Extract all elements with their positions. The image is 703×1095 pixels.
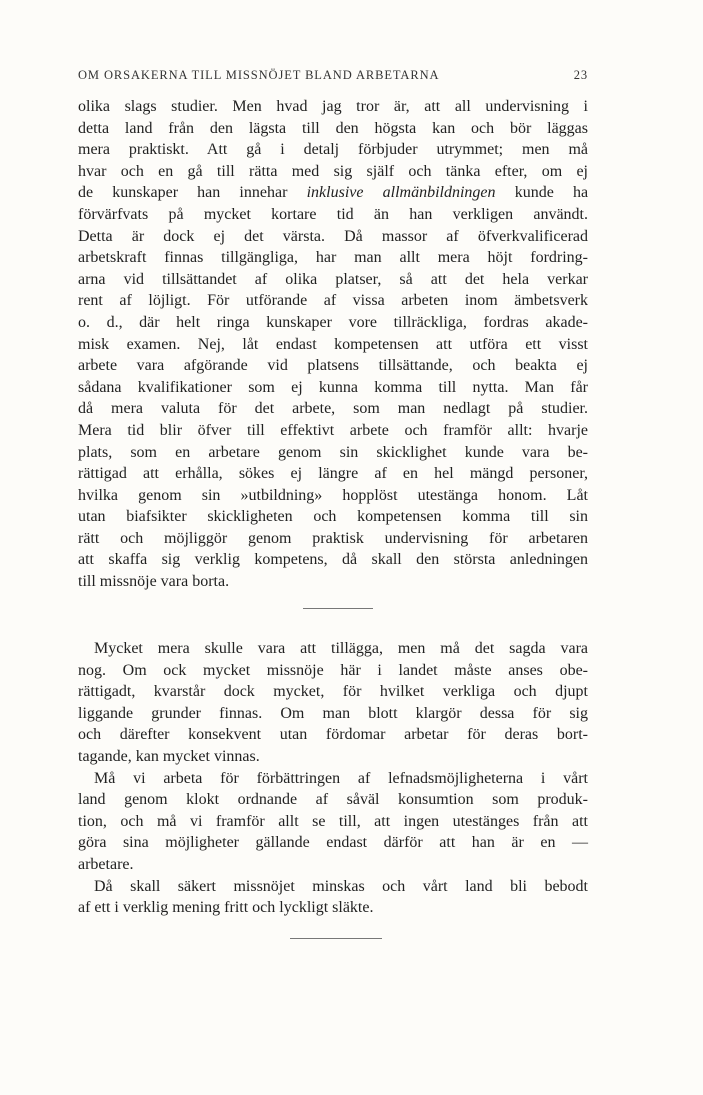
text-line: land genom klokt ordnande af såväl konsumtion som produk- xyxy=(78,791,588,809)
text-line: utan biafsikter skickligheten och kompetensen komma till sin xyxy=(78,508,588,526)
text-line: då mera valuta för det arbete, som man nedlagt på studier. xyxy=(78,400,588,418)
text-line: arbete vara afgörande vid platsens tillsättande, och beakta ej xyxy=(78,357,588,375)
end-divider xyxy=(290,938,382,939)
text-line: Detta är dock ej det värsta. Då massor af öfverkvalificerad xyxy=(78,227,588,245)
text-line: förvärfvats på mycket kortare tid än han verkligen användt. xyxy=(78,205,588,223)
text-line: göra sina möjligheter gällande endast därför att han är en — xyxy=(78,834,588,852)
text-line: mera praktiskt. Att gå i detalj förbjuder utrymmet; men må xyxy=(78,141,588,159)
paragraph-first-line: Mycket mera skulle vara att tillägga, men må det sagda vara xyxy=(94,640,588,657)
text-line: till missnöje vara borta. xyxy=(78,573,230,591)
text-line: rättigadt, kvarstår dock mycket, för hvilket verkliga och djupt xyxy=(78,683,588,701)
running-header xyxy=(78,68,588,83)
paragraph-first-line: Må vi arbeta för förbättringen af lefnadsmöjligheterna i vårt xyxy=(94,769,588,787)
text-line: olika slags studier. Men hvad jag tror är, att all undervisning i xyxy=(78,98,588,115)
text-line: rätt och möjliggör genom praktisk undervisning för arbetaren xyxy=(78,529,588,547)
text-fragment: kunde ha xyxy=(514,184,589,202)
text-fragment: de kunskaper han innehar xyxy=(78,184,288,202)
text-line: och därefter konsekvent utan fördomar arbetar för deras bort- xyxy=(78,726,588,744)
text-line: detta land från den lägsta till den högsta kan och bör läggas xyxy=(78,119,588,137)
text-line: sådana kvalifikationer som ej kunna komma till nytta. Man får xyxy=(78,378,588,396)
text-line: hvilka genom sin »utbildning» hopplöst utestänga honom. Låt xyxy=(78,486,588,504)
section-2 xyxy=(78,638,588,919)
text-line: liggande grunder finnas. Om man blott klargör dessa för sig xyxy=(78,704,588,722)
page-number: 23 xyxy=(573,68,588,82)
text-line: arbetskraft finnas tillgängliga, har man allt mera höjt fordring- xyxy=(78,249,588,267)
text-line: plats, som en arbetare genom sin skicklighet kunde vara be- xyxy=(78,443,588,461)
italic-phrase: inklusive allmänbildningen xyxy=(306,184,496,202)
text-line: af ett i verklig mening fritt och lyckligt släkte. xyxy=(78,899,374,917)
text-line: arna vid tillsättandet af olika platser, så att det hela verkar xyxy=(78,270,588,288)
text-line: arbetare. xyxy=(78,855,134,873)
text-line: att skaffa sig verklig kompetens, då skall den största anledningen xyxy=(78,551,588,569)
text-line: tagande, kan mycket vinnas. xyxy=(78,747,260,765)
text-line-with-italic xyxy=(78,182,588,204)
text-line: tion, och må vi framför allt se till, att ingen utestänges från att xyxy=(78,812,588,830)
text-line: hvar och en gå till rätta med sig själf och tänka efter, om ej xyxy=(78,162,588,180)
section-1 xyxy=(78,96,588,593)
running-title: OM ORSAKERNA TILL MISSNÖJET BLAND ARBETARNA xyxy=(78,68,440,82)
text-line: Mera tid blir öfver till effektivt arbete och framför allt: hvarje xyxy=(78,421,588,439)
paragraph-first-line: Då skall säkert missnöjet minskas och vårt land bli bebodt xyxy=(94,877,588,895)
section-divider xyxy=(303,608,373,609)
text-line: rent af löjligt. För utförande af vissa arbeten inom ämbetsverk xyxy=(78,292,588,310)
text-line: o. d., där helt ringa kunskaper vore tillräckliga, fordras akade- xyxy=(78,313,588,331)
text-line: rättigad att erhålla, sökes ej längre af en hel mängd personer, xyxy=(78,465,588,483)
text-line: misk examen. Nej, låt endast kompetensen att utföra ett visst xyxy=(78,335,588,353)
text-line: nog. Om ock mycket missnöje här i landet måste anses obe- xyxy=(78,661,588,679)
